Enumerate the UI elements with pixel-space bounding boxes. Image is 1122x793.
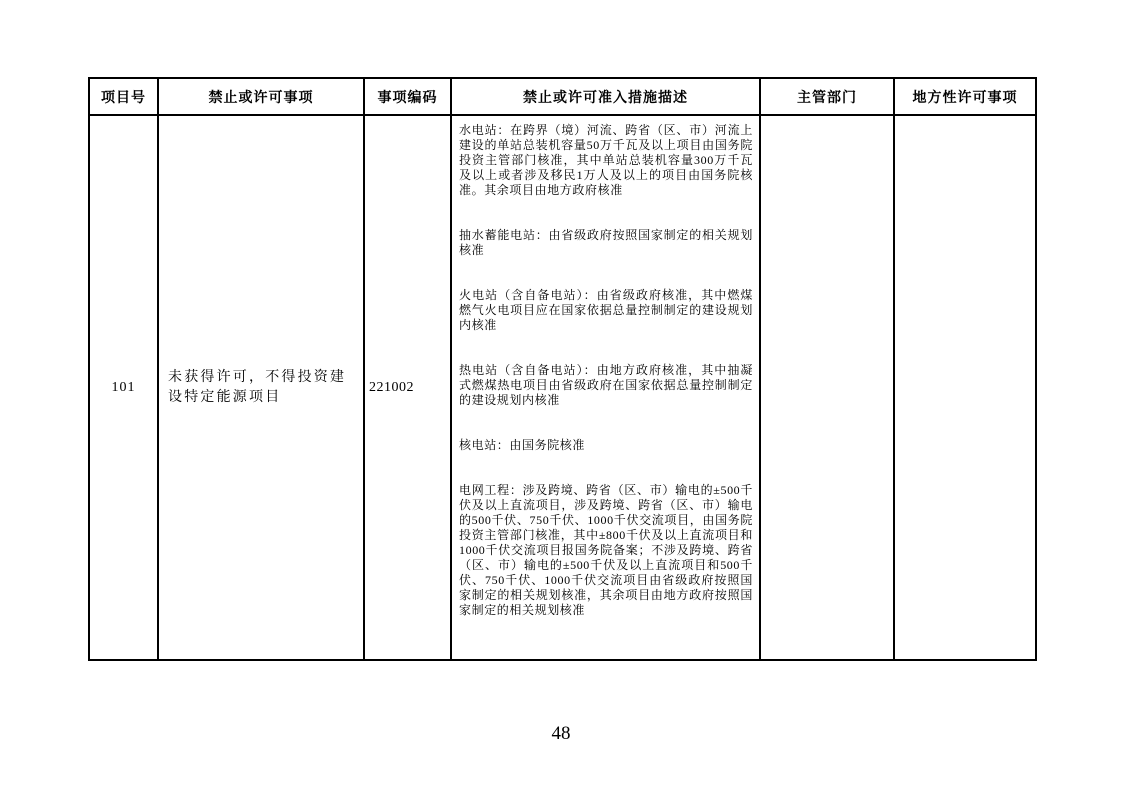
measure-pumped-storage: 抽水蓄能电站：由省级政府按照国家制定的相关规划核准 bbox=[459, 228, 753, 257]
header-prohibited-item: 禁止或许可事项 bbox=[158, 78, 364, 115]
header-department: 主管部门 bbox=[760, 78, 894, 115]
header-item-code: 事项编码 bbox=[364, 78, 451, 115]
cell-department bbox=[760, 115, 894, 660]
page-number: 48 bbox=[551, 723, 571, 744]
measure-power-grid: 电网工程：涉及跨境、跨省（区、市）输电的±500千伏及以上直流项目，涉及跨境、跨省（区、市）输电的500千伏、750千伏、1000千伏交流项目，由国务院投资主管部门核准，其中±800千伏及以上直流项目和1000千伏交流项目报国务院备案；不涉及跨境、跨省（区、市）输电的±500千伏及以上直流项目和500千伏、750千伏、1000千伏交流项目由省级政府按照国家制定的相关规划核准，其余项目由地方政府按照国家制定的相关规划核准 bbox=[459, 483, 753, 617]
measure-nuclear: 核电站：由国务院核准 bbox=[459, 438, 586, 452]
table-header-row bbox=[89, 78, 1036, 115]
cell-project-no: 101 bbox=[89, 115, 158, 660]
measure-hydropower: 水电站：在跨界（境）河流、跨省（区、市）河流上建设的单站总装机容量50万千瓦及以上项目由国务院投资主管部门核准，其中单站总装机容量300万千瓦及以上或者涉及移民1万人及以上的项目由国务院核准。其余项目由地方政府核准 bbox=[459, 123, 753, 197]
cell-item-code: 221002 bbox=[364, 115, 451, 660]
cell-measure-description bbox=[451, 115, 760, 660]
header-project-no: 项目号 bbox=[89, 78, 158, 115]
cell-local-licensing bbox=[894, 115, 1036, 660]
header-local-licensing: 地方性许可事项 bbox=[894, 78, 1036, 115]
table-row bbox=[89, 115, 1036, 660]
permit-items-table bbox=[88, 77, 1037, 661]
measure-thermal-power: 火电站（含自备电站）：由省级政府核准，其中燃煤燃气火电项目应在国家依据总量控制制定的建设规划内核准 bbox=[459, 288, 753, 332]
header-measure-description: 禁止或许可准入措施描述 bbox=[451, 78, 760, 115]
measure-cogeneration: 热电站（含自备电站）：由地方政府核准，其中抽凝式燃煤热电项目由省级政府在国家依据总量控制制定的建设规划内核准 bbox=[459, 363, 753, 407]
cell-prohibited-item: 未获得许可，不得投资建设特定能源项目 bbox=[158, 115, 364, 660]
